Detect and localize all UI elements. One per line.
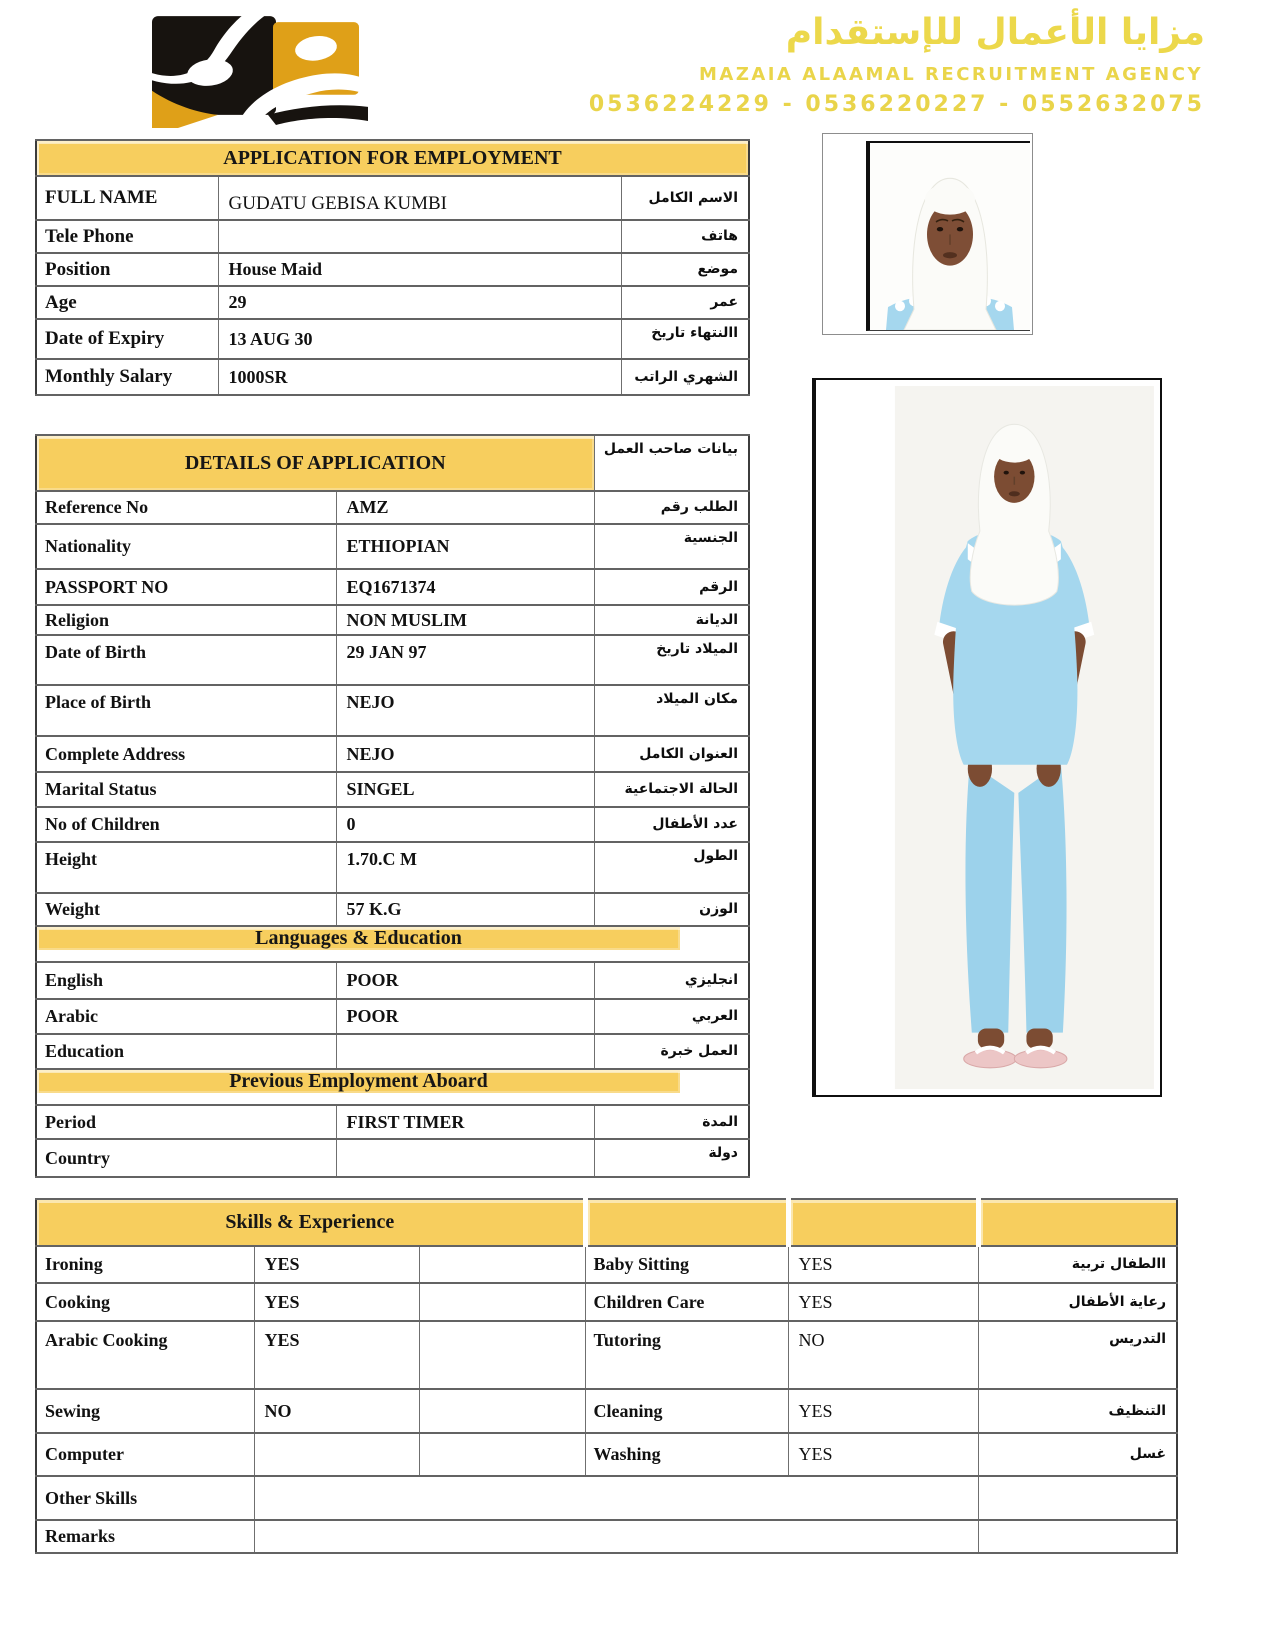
skill-empty-cell [419,1389,585,1433]
applicant-full-body-icon [816,380,1160,1095]
field-label: English [36,962,336,999]
skill-value: YES [254,1283,419,1321]
skill-empty-cell [419,1283,585,1321]
skills-header-cell [788,1199,978,1246]
skill-label: Computer [36,1433,254,1476]
languages-header-band: Languages & Education [37,927,680,950]
field-label: Nationality [36,524,336,569]
field-label: PASSPORT NO [36,569,336,605]
skills-header-cell [978,1199,1177,1246]
skill-empty-cell [419,1321,585,1389]
skill-label: Sewing [36,1389,254,1433]
skill-label: Baby Sitting [585,1246,788,1283]
applicant-portrait-icon [870,143,1030,330]
field-label-arabic: الشهري الراتب [621,359,749,395]
skill-value: YES [254,1246,419,1283]
field-value: 57 K.G [336,893,594,926]
field-label: Height [36,842,336,893]
field-label: Place of Birth [36,685,336,736]
field-label-arabic: موضع [621,253,749,286]
field-label-arabic: مكان الميلاد [594,685,749,736]
full-body-photo-frame [812,378,1162,1097]
field-value [336,1034,594,1069]
field-label: Period [36,1105,336,1139]
previous-employment-header-row [36,1069,749,1105]
field-label-arabic: العمل خبرة [594,1034,749,1069]
field-label: Marital Status [36,772,336,807]
field-label: Tele Phone [36,220,218,253]
details-table [35,434,750,1178]
field-value [336,1139,594,1177]
other-skills-label: Other Skills [36,1476,254,1520]
skill-label: Washing [585,1433,788,1476]
skill-label: Children Care [585,1283,788,1321]
field-label: Age [36,286,218,319]
field-label-arabic: الجنسية [594,524,749,569]
field-value: 0 [336,807,594,842]
field-value: ETHIOPIAN [336,524,594,569]
field-label-arabic: هاتف [621,220,749,253]
field-label-arabic: الطول [594,842,749,893]
agency-phone-numbers: 0536224229 - 0536220227 - 0552632075 [588,92,1205,117]
skill-value: YES [788,1433,978,1476]
skill-label-arabic: غسل [978,1433,1177,1476]
field-label-arabic: العنوان الكامل [594,736,749,772]
field-value: EQ1671374 [336,569,594,605]
field-label-arabic: الوزن [594,893,749,926]
field-label-arabic: االنتهاء تاريخ [621,319,749,359]
field-value: House Maid [218,253,621,286]
details-table-header: DETAILS OF APPLICATION [36,435,594,491]
skills-header-cell [585,1199,788,1246]
skill-label-arabic: التنظيف [978,1389,1177,1433]
skill-value: YES [788,1389,978,1433]
skill-label: Arabic Cooking [36,1321,254,1389]
field-label-arabic: الحالة الاجتماعية [594,772,749,807]
field-label-arabic: العربي [594,999,749,1034]
field-label-arabic: عدد الأطفال [594,807,749,842]
skill-label: Cooking [36,1283,254,1321]
remarks-arabic-cell [978,1520,1177,1553]
field-label-arabic: الاسم الكامل [621,176,749,220]
application-table-header: APPLICATION FOR EMPLOYMENT [36,140,749,176]
other-skills-arabic-cell [978,1476,1177,1520]
field-value: NON MUSLIM [336,605,594,635]
field-label: Complete Address [36,736,336,772]
field-label-arabic: دولة [594,1139,749,1177]
field-value: 1.70.C M [336,842,594,893]
skill-value: NO [788,1321,978,1389]
skill-label-arabic: رعاية الأطفال [978,1283,1177,1321]
application-table [35,139,750,396]
field-value: POOR [336,999,594,1034]
skill-label-arabic: التدريس [978,1321,1177,1389]
field-label: Position [36,253,218,286]
field-label: Monthly Salary [36,359,218,395]
field-value: SINGEL [336,772,594,807]
skill-empty-cell [419,1246,585,1283]
skills-table [35,1198,1178,1554]
field-label-arabic: الميلاد تاريخ [594,635,749,685]
remarks-value-cell [254,1520,978,1553]
skill-value: NO [254,1389,419,1433]
field-value: GUDATU GEBISA KUMBI [218,176,621,220]
field-value: NEJO [336,685,594,736]
field-label: FULL NAME [36,176,218,220]
field-label: Date of Birth [36,635,336,685]
field-value [218,220,621,253]
field-value: 1000SR [218,359,621,395]
passport-photo-frame [822,133,1033,335]
skill-label: Ironing [36,1246,254,1283]
other-skills-value-cell [254,1476,978,1520]
field-label: Country [36,1139,336,1177]
field-label: Weight [36,893,336,926]
skill-value: YES [788,1246,978,1283]
field-value: AMZ [336,491,594,524]
skills-table-header: Skills & Experience [36,1199,585,1246]
languages-header-row [36,926,749,962]
skill-value: YES [788,1283,978,1321]
agency-title-arabic: مزايا الأعمال للإستقدام [785,12,1205,53]
agency-name-english: MAZAIA ALAAMAL RECRUITMENT AGENCY [698,64,1203,85]
skill-value: YES [254,1321,419,1389]
field-label-arabic: المدة [594,1105,749,1139]
field-value: 29 JAN 97 [336,635,594,685]
field-label: Date of Expiry [36,319,218,359]
field-value: 13 AUG 30 [218,319,621,359]
skill-label: Tutoring [585,1321,788,1389]
field-value: NEJO [336,736,594,772]
field-label: Reference No [36,491,336,524]
skill-label: Cleaning [585,1389,788,1433]
field-label-arabic: الديانة [594,605,749,635]
field-label-arabic: الطلب رقم [594,491,749,524]
passport-photo [866,141,1030,331]
field-label: Arabic [36,999,336,1034]
field-label: Religion [36,605,336,635]
field-value: FIRST TIMER [336,1105,594,1139]
previous-employment-band: Previous Employment Aboard [37,1070,680,1093]
agency-logo-icon [118,2,368,128]
skill-label-arabic: االطفال تربية [978,1246,1177,1283]
details-header-arabic: بيانات صاحب العمل [594,435,749,491]
field-label-arabic: الرقم [594,569,749,605]
remarks-label: Remarks [36,1520,254,1553]
field-label-arabic: انجليزي [594,962,749,999]
skill-value [254,1433,419,1476]
field-label: No of Children [36,807,336,842]
field-label: Education [36,1034,336,1069]
skill-empty-cell [419,1433,585,1476]
field-value: 29 [218,286,621,319]
field-value: POOR [336,962,594,999]
field-label-arabic: عمر [621,286,749,319]
